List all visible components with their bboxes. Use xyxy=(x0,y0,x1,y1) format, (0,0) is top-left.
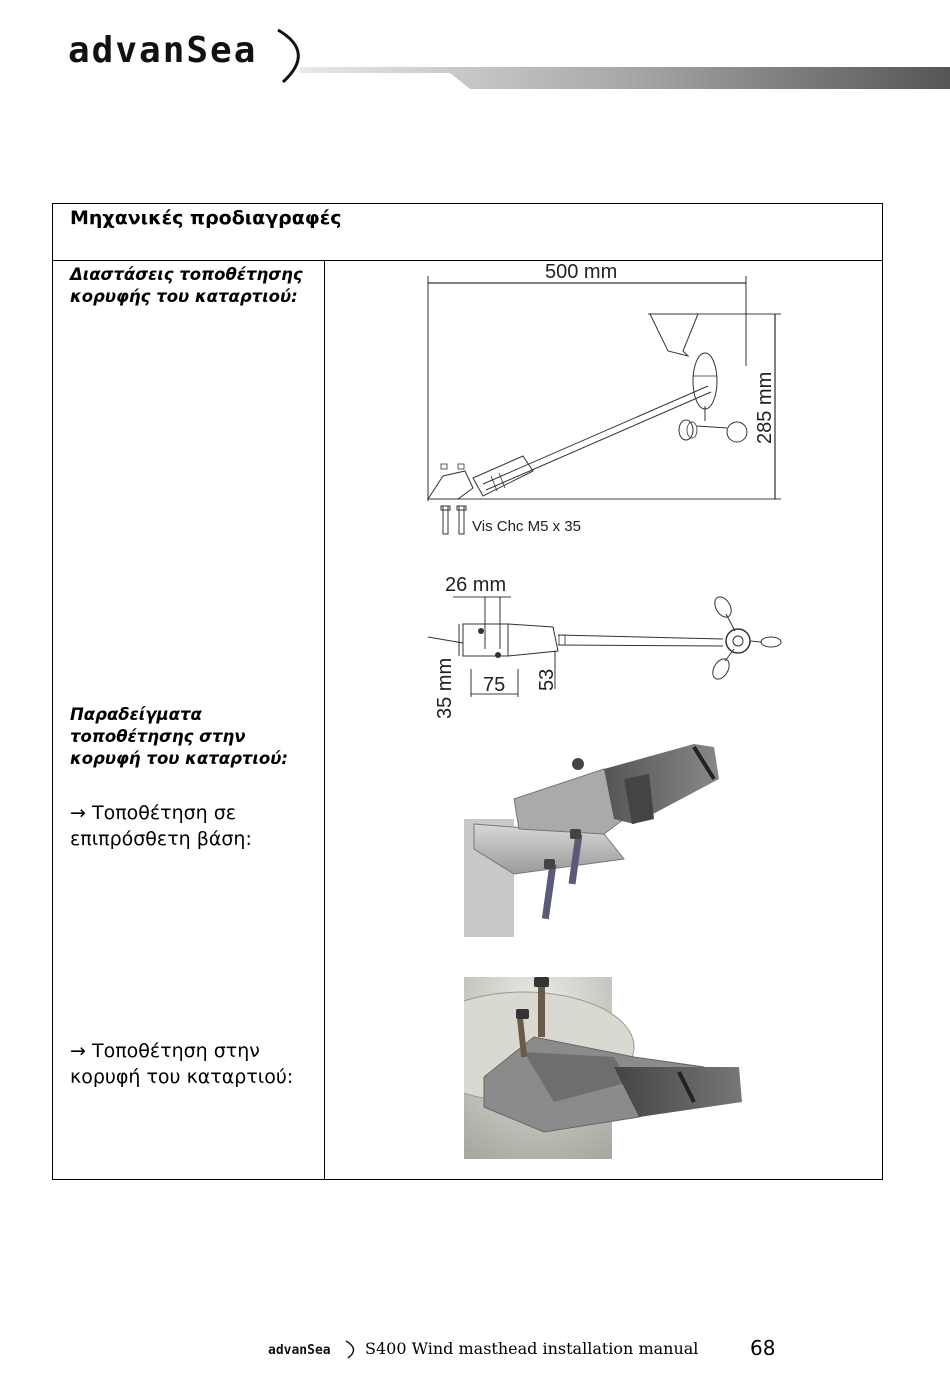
svg-text:advanSea: advanSea xyxy=(68,30,258,71)
dim-53-label: 53 xyxy=(536,668,558,691)
advansea-logo xyxy=(68,22,313,87)
height-dimension-label: 285 mm xyxy=(754,371,776,444)
side-view-dimension-drawing xyxy=(413,256,793,546)
example-1-line: επιπρόσθετη βάση: xyxy=(70,828,252,850)
mounting-on-masthead-render xyxy=(464,977,746,1159)
width-dimension-label: 500 mm xyxy=(545,261,618,283)
dimensions-label-line: κορυφής του καταρτιού: xyxy=(70,287,298,306)
dimensions-label xyxy=(70,264,303,308)
examples-label-line: Παραδείγματα xyxy=(70,705,202,724)
page-number: 68 xyxy=(750,1336,776,1360)
page-footer xyxy=(0,1330,950,1370)
example-2-line: κορυφή του καταρτιού: xyxy=(70,1066,294,1088)
example-1-line: → Τοποθέτηση σε xyxy=(70,802,237,824)
footer-advansea-logo xyxy=(268,1338,358,1360)
dim-35-label: 35 mm xyxy=(434,657,456,719)
dimensions-label-line: Διαστάσεις τοποθέτησης xyxy=(70,265,303,284)
example-1-caption xyxy=(70,800,252,852)
column-divider xyxy=(324,261,325,1179)
dim-26-label: 26 mm xyxy=(445,574,507,596)
spec-table xyxy=(52,203,883,1180)
manual-title: S400 Wind masthead installation manual xyxy=(365,1339,699,1358)
page-header xyxy=(0,0,950,100)
example-2-line: → Τοποθέτηση στην xyxy=(70,1040,260,1062)
examples-label-line: τοποθέτησης στην xyxy=(70,727,246,746)
examples-label-line: κορυφή του καταρτιού: xyxy=(70,749,288,768)
mounting-on-base-render xyxy=(464,739,746,939)
header-gradient-bar xyxy=(300,67,950,89)
dim-75-label: 75 xyxy=(483,674,506,696)
svg-text:advanSea: advanSea xyxy=(268,1343,331,1358)
example-2-caption xyxy=(70,1038,293,1090)
screw-spec-label: Vis Chc M5 x 35 xyxy=(472,518,581,535)
top-view-dimension-drawing xyxy=(423,569,793,724)
table-header-row xyxy=(53,204,882,261)
examples-label xyxy=(70,704,288,770)
section-title: Μηχανικές προδιαγραφές xyxy=(70,207,342,229)
